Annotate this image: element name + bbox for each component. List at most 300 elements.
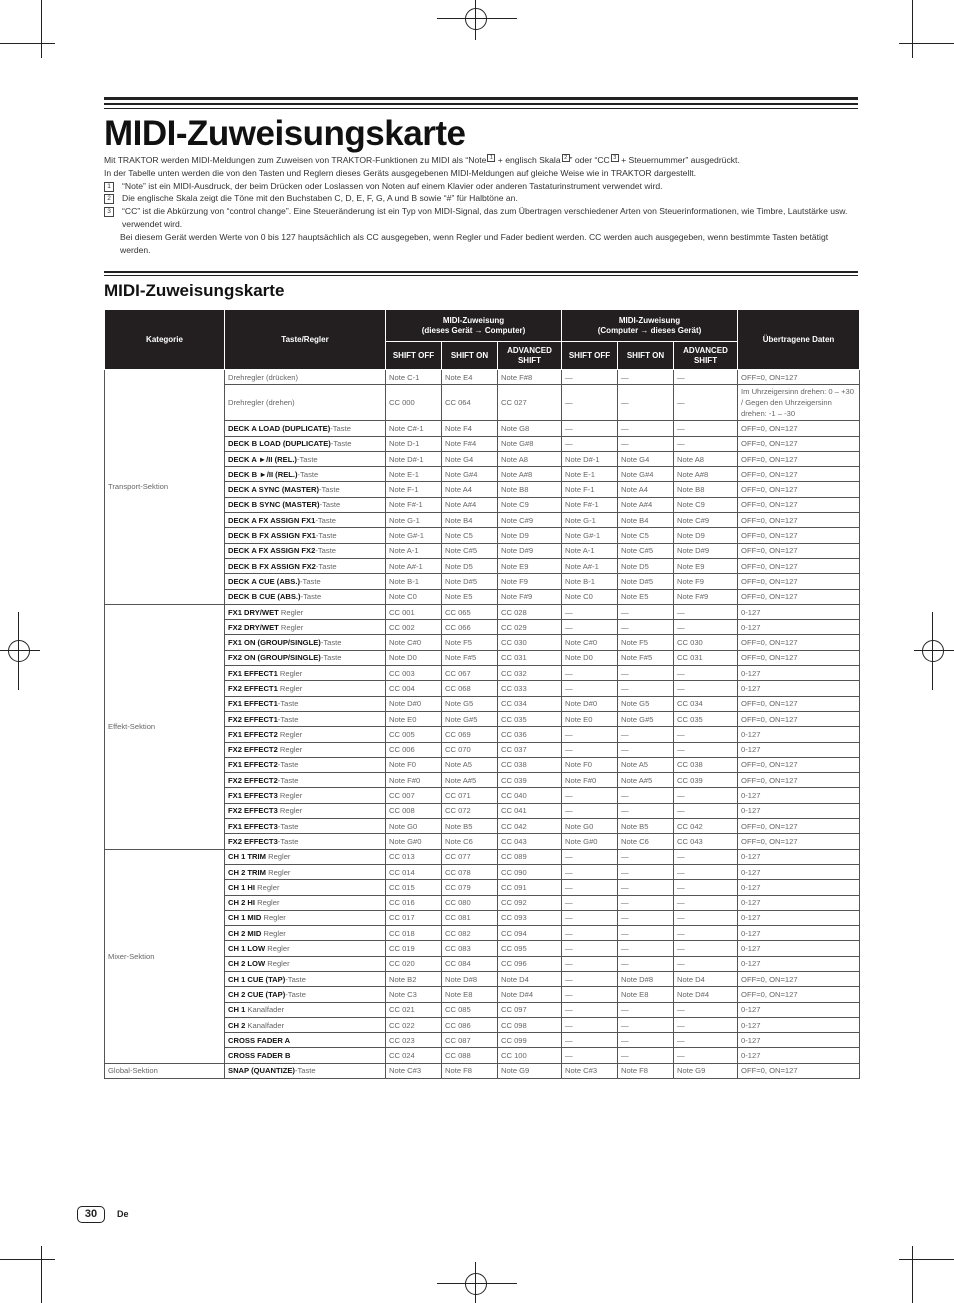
control-type: -Taste (277, 699, 299, 709)
midi-cell: Note G4 (442, 451, 498, 466)
control-cell (225, 895, 386, 910)
midi-cell: CC 079 (442, 880, 498, 895)
intro-line-2: In der Tabelle unten werden die von den Tasten und Reglern dieses Geräts ausgegebenen MIDI-Meldungen auf gleiche Weise wie in TRAKTOR dargestellt. (104, 167, 697, 178)
midi-cell: — (674, 864, 738, 879)
midi-cell: Note E9 (674, 558, 738, 573)
footnote-number (104, 233, 112, 241)
midi-cell: — (562, 910, 618, 925)
midi-cell: Note D#0 (386, 696, 442, 711)
control-type: -Taste (330, 423, 351, 433)
midi-cell: CC 021 (386, 1002, 442, 1017)
midi-cell: CC 040 (498, 788, 562, 803)
data-cell: OFF=0, ON=127 (738, 528, 860, 543)
midi-cell: CC 031 (674, 650, 738, 665)
data-cell: 0-127 (738, 803, 860, 818)
midi-cell: CC 083 (442, 941, 498, 956)
control-cell (225, 589, 386, 604)
midi-cell: — (674, 436, 738, 451)
table-row (105, 849, 860, 864)
midi-cell: Note A#5 (618, 773, 674, 788)
control-type: Drehregler (drehen) (228, 398, 295, 408)
control-type: Regler (261, 928, 286, 938)
midi-cell: — (562, 987, 618, 1002)
midi-cell: — (562, 1017, 618, 1032)
midi-cell: Note D0 (386, 650, 442, 665)
midi-cell: CC 008 (386, 803, 442, 818)
crop-mark (912, 0, 913, 58)
midi-cell: — (562, 681, 618, 696)
midi-cell: — (562, 849, 618, 864)
data-cell: OFF=0, ON=127 (738, 757, 860, 772)
crop-mark (899, 43, 954, 44)
footnote-ref: 1 (487, 154, 495, 162)
control-cell (225, 864, 386, 879)
control-name: FX1 ON (GROUP/SINGLE) (228, 638, 321, 648)
registration-mark (922, 640, 944, 662)
midi-cell: Note D#-1 (562, 451, 618, 466)
control-name: FX2 EFFECT3 (228, 806, 278, 816)
control-name: FX2 ON (GROUP/SINGLE) (228, 653, 321, 663)
midi-cell: CC 001 (386, 604, 442, 619)
midi-cell: — (562, 1002, 618, 1017)
control-type: -Taste (315, 561, 337, 571)
footnote-text: “CC” ist die Abkürzung von “control change”. Eine Steueränderung ist ein Typ von MIDI-Signal, das zum Übertragen verschiedener Arten von Steuerinformationen, wie Timbre, Lautstärke usw. verwendet wird. (122, 206, 848, 229)
header-kategorie: Kategorie (105, 310, 225, 370)
data-cell: OFF=0, ON=127 (738, 711, 860, 726)
midi-cell: — (562, 971, 618, 986)
midi-cell: CC 072 (442, 803, 498, 818)
control-cell (225, 788, 386, 803)
control-cell (225, 681, 386, 696)
data-cell: 0-127 (738, 895, 860, 910)
control-type: Kanalfader (245, 1005, 285, 1015)
midi-cell: Note D9 (498, 528, 562, 543)
midi-cell: Note C0 (562, 589, 618, 604)
midi-cell: CC 082 (442, 926, 498, 941)
control-cell (225, 451, 386, 466)
control-type: -Taste (297, 469, 319, 479)
midi-cell: Note B-1 (386, 574, 442, 589)
midi-cell: Note A4 (442, 482, 498, 497)
midi-cell: — (562, 385, 618, 421)
data-cell: OFF=0, ON=127 (738, 971, 860, 986)
header-midi-out: MIDI-Zuweisung (dieses Gerät → Computer) (386, 310, 562, 342)
midi-cell: Note D5 (618, 558, 674, 573)
midi-cell: CC 042 (674, 819, 738, 834)
data-cell: OFF=0, ON=127 (738, 819, 860, 834)
midi-cell: Note F-1 (386, 482, 442, 497)
midi-cell: CC 022 (386, 1017, 442, 1032)
midi-cell: Note F9 (674, 574, 738, 589)
midi-cell: — (618, 742, 674, 757)
midi-cell: CC 005 (386, 727, 442, 742)
midi-cell: — (562, 788, 618, 803)
midi-cell: CC 036 (498, 727, 562, 742)
midi-cell: Note G5 (618, 696, 674, 711)
language-code: De (117, 1209, 129, 1219)
data-cell: OFF=0, ON=127 (738, 834, 860, 849)
midi-cell: Note G#8 (498, 436, 562, 451)
midi-cell: Note A#4 (618, 497, 674, 512)
midi-cell: Note A-1 (562, 543, 618, 558)
midi-cell: CC 015 (386, 880, 442, 895)
control-cell (225, 543, 386, 558)
control-cell (225, 574, 386, 589)
midi-cell: CC 013 (386, 849, 442, 864)
midi-cell: Note G#-1 (386, 528, 442, 543)
header-rule (104, 97, 858, 100)
midi-cell: — (674, 666, 738, 681)
registration-mark (437, 18, 517, 19)
midi-cell: Note F#4 (442, 436, 498, 451)
midi-cell: Note F#-1 (562, 497, 618, 512)
midi-cell: Note C5 (618, 528, 674, 543)
intro-line-1: Mit TRAKTOR werden MIDI-Meldungen zum Zuweisen von TRAKTOR-Funktionen zu MIDI als “Note 1 + englisch Skala 2 ” oder “CC 3 + Steuernummer” ausgedrückt. (104, 155, 740, 165)
midi-cell: Note C#0 (562, 635, 618, 650)
control-type: -Taste (315, 531, 337, 541)
midi-cell: — (618, 370, 674, 385)
midi-cell: Note F4 (442, 421, 498, 436)
midi-cell: Note F0 (386, 757, 442, 772)
midi-cell: Note A#8 (674, 467, 738, 482)
control-type: -Taste (319, 500, 341, 510)
control-type: -Taste (300, 576, 321, 586)
control-cell (225, 635, 386, 650)
midi-cell: Note G#0 (562, 834, 618, 849)
data-cell: 0-127 (738, 849, 860, 864)
midi-cell: — (618, 895, 674, 910)
midi-cell: Note F#5 (442, 650, 498, 665)
midi-cell: Note D#5 (618, 574, 674, 589)
control-name: FX1 EFFECT2 (228, 760, 278, 770)
control-type: -Taste (277, 836, 299, 846)
control-name: FX2 EFFECT1 (228, 683, 278, 693)
control-type: Regler (277, 683, 303, 693)
control-name: DECK B LOAD (DUPLICATE) (228, 439, 331, 449)
midi-cell: Note A5 (618, 757, 674, 772)
control-type: Regler (261, 913, 286, 923)
midi-cell: CC 004 (386, 681, 442, 696)
midi-cell: Note D#8 (442, 971, 498, 986)
control-name: CH 2 MID (228, 928, 262, 938)
registration-mark (465, 1273, 487, 1295)
midi-cell: Note C#3 (562, 1063, 618, 1078)
data-cell: OFF=0, ON=127 (738, 482, 860, 497)
midi-cell: Note C#5 (442, 543, 498, 558)
control-cell (225, 941, 386, 956)
midi-cell: Note B5 (442, 819, 498, 834)
control-cell (225, 1048, 386, 1063)
data-cell: OFF=0, ON=127 (738, 696, 860, 711)
midi-cell: CC 003 (386, 666, 442, 681)
control-type: Regler (255, 898, 280, 908)
midi-cell: — (562, 727, 618, 742)
control-name: CH 2 CUE (TAP) (228, 989, 286, 999)
midi-cell: Note E9 (498, 558, 562, 573)
registration-mark (0, 650, 40, 651)
control-type: Regler (277, 745, 303, 755)
midi-cell: CC 032 (498, 666, 562, 681)
midi-cell: CC 027 (498, 385, 562, 421)
control-name: FX1 EFFECT3 (228, 821, 278, 831)
midi-cell: Note E5 (442, 589, 498, 604)
midi-cell: Note F0 (562, 757, 618, 772)
control-type: -Taste (318, 485, 340, 495)
control-name: FX2 EFFECT2 (228, 745, 278, 755)
midi-cell: Note A8 (498, 451, 562, 466)
data-cell: 0-127 (738, 666, 860, 681)
control-name: CH 1 TRIM (228, 852, 266, 862)
crop-mark (0, 43, 55, 44)
category-cell: Transport-Sektion (105, 370, 225, 605)
control-type: Regler (278, 622, 304, 632)
midi-cell: CC 039 (674, 773, 738, 788)
header-advanced-shift: ADVANCED SHIFT (498, 342, 562, 370)
midi-cell: Note F#-1 (386, 497, 442, 512)
control-type: Kanalfader (245, 1020, 285, 1030)
midi-cell: CC 019 (386, 941, 442, 956)
control-cell (225, 834, 386, 849)
control-cell (225, 711, 386, 726)
midi-cell: — (562, 880, 618, 895)
midi-cell: CC 096 (498, 956, 562, 971)
midi-cell: Note A#4 (442, 497, 498, 512)
midi-cell: — (674, 788, 738, 803)
midi-cell: CC 066 (442, 620, 498, 635)
midi-cell: — (674, 1033, 738, 1048)
midi-cell: Note C#3 (386, 1063, 442, 1078)
midi-cell: Note G#-1 (562, 528, 618, 543)
midi-cell: Note D-1 (386, 436, 442, 451)
control-type: Regler (265, 959, 290, 969)
midi-cell: Note F#5 (618, 650, 674, 665)
midi-cell: — (674, 910, 738, 925)
midi-cell: Note E-1 (386, 467, 442, 482)
data-cell: OFF=0, ON=127 (738, 451, 860, 466)
midi-mapping-table (104, 309, 860, 1079)
midi-cell: CC 089 (498, 849, 562, 864)
midi-cell: CC 017 (386, 910, 442, 925)
footnote-number: 1 (104, 182, 114, 192)
data-cell: 0-127 (738, 742, 860, 757)
data-cell: 0-127 (738, 926, 860, 941)
midi-cell: Note E8 (442, 987, 498, 1002)
midi-cell: Note C5 (442, 528, 498, 543)
registration-mark (475, 1262, 476, 1303)
control-name: SNAP (QUANTIZE) (228, 1066, 295, 1076)
midi-cell: CC 069 (442, 727, 498, 742)
footnotes (104, 180, 856, 257)
registration-mark (465, 8, 487, 30)
midi-cell: — (674, 849, 738, 864)
control-type: -Taste (277, 821, 299, 831)
midi-cell: — (618, 956, 674, 971)
midi-cell: CC 092 (498, 895, 562, 910)
midi-cell: — (562, 421, 618, 436)
control-type: Regler (265, 867, 291, 877)
midi-cell: CC 033 (498, 681, 562, 696)
data-cell: OFF=0, ON=127 (738, 635, 860, 650)
midi-cell: — (674, 1048, 738, 1063)
table-row (105, 1063, 860, 1078)
midi-cell: Note D#9 (674, 543, 738, 558)
midi-cell: Note F5 (442, 635, 498, 650)
midi-cell: — (562, 604, 618, 619)
control-cell (225, 620, 386, 635)
midi-cell: CC 098 (498, 1017, 562, 1032)
control-name: CH 1 CUE (TAP) (228, 974, 286, 984)
control-type: -Taste (277, 760, 299, 770)
midi-cell: Note A8 (674, 451, 738, 466)
midi-cell: — (618, 385, 674, 421)
control-cell (225, 436, 386, 451)
midi-cell: CC 034 (498, 696, 562, 711)
midi-cell: Note B8 (498, 482, 562, 497)
control-cell (225, 528, 386, 543)
control-name: FX2 EFFECT3 (228, 836, 278, 846)
midi-cell: Note C#5 (618, 543, 674, 558)
midi-cell: — (562, 620, 618, 635)
midi-cell: Note G-1 (562, 513, 618, 528)
midi-cell: Note F#0 (386, 773, 442, 788)
midi-cell: — (674, 941, 738, 956)
midi-cell: — (674, 727, 738, 742)
control-type: -Taste (296, 454, 318, 464)
control-name: DECK A FX ASSIGN FX1 (228, 515, 316, 525)
midi-cell: Note B8 (674, 482, 738, 497)
midi-cell: CC 034 (674, 696, 738, 711)
control-type: -Taste (285, 989, 306, 999)
control-cell (225, 604, 386, 619)
midi-cell: — (562, 1033, 618, 1048)
crop-mark (41, 1246, 42, 1303)
midi-cell: CC 086 (442, 1017, 498, 1032)
midi-cell: Note E-1 (562, 467, 618, 482)
midi-cell: Note B5 (618, 819, 674, 834)
header-shift-on: SHIFT ON (442, 342, 498, 370)
data-cell: 0-127 (738, 941, 860, 956)
footnote (104, 192, 856, 205)
midi-cell: Note D4 (498, 971, 562, 986)
control-name: CH 2 LOW (228, 959, 266, 969)
midi-cell: CC 080 (442, 895, 498, 910)
midi-cell: Note G#0 (386, 834, 442, 849)
midi-cell: CC 030 (674, 635, 738, 650)
midi-cell: CC 091 (498, 880, 562, 895)
midi-cell: — (618, 926, 674, 941)
midi-cell: Note G8 (498, 421, 562, 436)
midi-cell: CC 041 (498, 803, 562, 818)
data-cell: OFF=0, ON=127 (738, 421, 860, 436)
control-type: -Taste (315, 515, 337, 525)
control-type: Regler (278, 607, 304, 617)
midi-cell: CC 078 (442, 864, 498, 879)
control-name: CH 2 (228, 1020, 246, 1030)
control-cell (225, 650, 386, 665)
midi-cell: CC 031 (498, 650, 562, 665)
midi-cell: Note D#-1 (386, 451, 442, 466)
midi-cell: Note G9 (674, 1063, 738, 1078)
midi-cell: CC 035 (498, 711, 562, 726)
midi-cell: CC 071 (442, 788, 498, 803)
registration-mark (914, 650, 954, 651)
midi-cell: CC 100 (498, 1048, 562, 1063)
midi-cell: — (674, 681, 738, 696)
control-cell (225, 1017, 386, 1032)
intro-text (104, 154, 856, 256)
midi-cell: Note A#-1 (562, 558, 618, 573)
table-body (105, 370, 860, 1079)
control-cell (225, 467, 386, 482)
data-cell: 0-127 (738, 604, 860, 619)
midi-cell: CC 007 (386, 788, 442, 803)
control-cell (225, 385, 386, 421)
midi-cell: CC 029 (498, 620, 562, 635)
footnote-text: “Note” ist ein MIDI-Ausdruck, der beim Drücken oder Loslassen von Noten auf einem Klavier oder anderen Tastaturinstrument verwendet wird. (122, 180, 663, 191)
registration-mark (475, 0, 476, 40)
midi-cell: — (674, 803, 738, 818)
footnote (104, 205, 856, 231)
control-name: FX2 EFFECT1 (228, 714, 278, 724)
control-name: FX1 EFFECT1 (228, 699, 278, 709)
midi-cell: CC 094 (498, 926, 562, 941)
midi-cell: — (562, 1048, 618, 1063)
control-cell (225, 773, 386, 788)
midi-cell: — (618, 864, 674, 879)
data-cell: OFF=0, ON=127 (738, 1063, 860, 1078)
control-name: FX2 EFFECT2 (228, 775, 278, 785)
midi-cell: Note D5 (442, 558, 498, 573)
footnote-number: 3 (104, 207, 114, 217)
midi-cell: Note E8 (618, 987, 674, 1002)
header-shift-off: SHIFT OFF (562, 342, 618, 370)
midi-cell: Note C-1 (386, 370, 442, 385)
data-cell: 0-127 (738, 788, 860, 803)
control-cell (225, 926, 386, 941)
midi-cell: — (618, 910, 674, 925)
data-cell: OFF=0, ON=127 (738, 436, 860, 451)
data-cell: 0-127 (738, 1033, 860, 1048)
data-cell: Im Uhrzeigersinn drehen: 0 – +30 / Gegen den Uhrzeigersinn drehen: -1 – -30 (738, 385, 860, 421)
header-shift-off: SHIFT OFF (386, 342, 442, 370)
header-rule (104, 103, 858, 105)
footnote (104, 231, 856, 257)
midi-cell: CC 081 (442, 910, 498, 925)
midi-cell: — (618, 849, 674, 864)
data-cell: OFF=0, ON=127 (738, 467, 860, 482)
header-shift-on: SHIFT ON (618, 342, 674, 370)
midi-cell: CC 016 (386, 895, 442, 910)
midi-cell: — (674, 956, 738, 971)
data-cell: OFF=0, ON=127 (738, 543, 860, 558)
control-cell (225, 421, 386, 436)
control-name: CROSS FADER B (228, 1051, 291, 1061)
midi-cell: CC 070 (442, 742, 498, 757)
crop-mark (41, 0, 42, 58)
control-type: -Taste (294, 1066, 316, 1076)
midi-cell: — (618, 620, 674, 635)
midi-cell: Note F#9 (498, 589, 562, 604)
midi-cell: Note B-1 (562, 574, 618, 589)
midi-cell: — (674, 421, 738, 436)
control-type: -Taste (285, 974, 306, 984)
control-cell (225, 727, 386, 742)
midi-cell: CC 084 (442, 956, 498, 971)
control-cell (225, 880, 386, 895)
header-advanced-shift: ADVANCED SHIFT (674, 342, 738, 370)
midi-cell: — (618, 788, 674, 803)
control-cell (225, 910, 386, 925)
